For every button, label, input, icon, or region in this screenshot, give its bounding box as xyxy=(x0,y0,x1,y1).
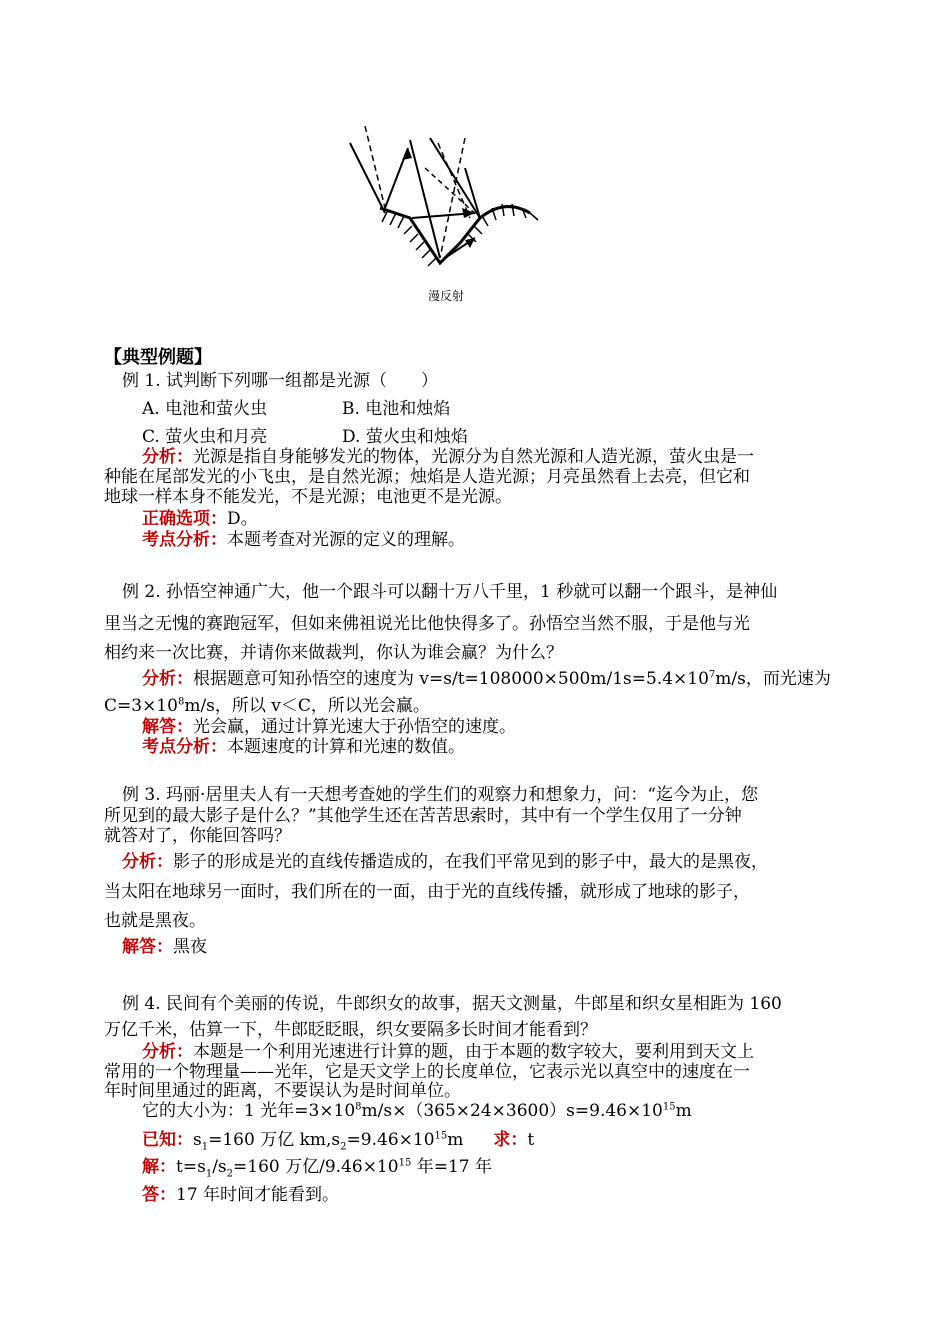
ex2-analysis-text-2a: C=3×10 xyxy=(104,696,178,716)
ex4-known-label: 已知： xyxy=(142,1130,193,1150)
ex3-question-line-1: 例 3. 玛丽·居里夫人有一天想考查她的学生们的观察力和想象力，问：“迄今为止，您 xyxy=(122,785,759,805)
ex2-analysis-exp-1: 7 xyxy=(708,669,716,681)
ex4-known-unit: m xyxy=(447,1130,464,1150)
ex2-analysis-line-1 xyxy=(142,669,831,689)
ex1-option-a: A. 电池和萤火虫 xyxy=(142,399,268,419)
ex4-calc xyxy=(142,1101,692,1121)
ex2-answer xyxy=(142,717,516,737)
ex3-analysis-text-1: 影子的形成是光的直线传播造成的，在我们平常见到的影子中，最大的是黑夜， xyxy=(173,852,768,872)
ex2-answer-text: 光会赢，通过计算光速大于孙悟空的速度。 xyxy=(193,717,516,737)
ex4-known-exp: 15 xyxy=(434,1130,448,1142)
ex4-known xyxy=(142,1130,534,1153)
ex4-solve-post: 年=17 年 xyxy=(411,1157,492,1177)
ex3-analysis-label: 分析： xyxy=(122,852,173,872)
ex4-analysis-line-3: 年时间里通过的距离，不要误认为是时间单位。 xyxy=(104,1081,461,1101)
section-title: 【典型例题】 xyxy=(104,347,212,368)
ex1-answer-text: D。 xyxy=(227,509,258,529)
ex2-analysis-text-1a: 根据题意可知孙悟空的速度为 v=s/t=108000×500m/1s=5.4×10 xyxy=(193,669,709,689)
ex2-point-text: 本题速度的计算和光速的数值。 xyxy=(227,737,465,757)
ex2-answer-label: 解答： xyxy=(142,717,193,737)
ex4-calc-a: 它的大小为：1 光年=3×10 xyxy=(142,1101,356,1121)
ex4-calc-b: m/s×（365×24×3600）s=9.46×10 xyxy=(361,1101,663,1121)
ex4-solve-sub-2: 2 xyxy=(226,1168,234,1180)
ex4-solve-exp: 15 xyxy=(398,1157,412,1169)
ex4-known-s: s xyxy=(193,1130,202,1150)
ex4-analysis-label: 分析： xyxy=(142,1042,193,1062)
ex2-question-line-2: 里当之无愧的赛跑冠军，但如来佛祖说光比他快得多了。孙悟空当然不服，于是他与光 xyxy=(104,614,750,634)
ex1-question: 例 1. 试判断下列哪一组都是光源（ ） xyxy=(122,371,439,391)
ex2-analysis-text-2b: m/s，所以 v＜C，所以光会赢。 xyxy=(184,696,430,716)
ex1-option-d: D. 萤火虫和烛焰 xyxy=(342,427,468,447)
ex4-answer-text: 17 年时间才能看到。 xyxy=(176,1185,340,1205)
ex4-calc-exp-1: 8 xyxy=(355,1101,362,1113)
ex3-analysis-line-3: 也就是黑夜。 xyxy=(104,911,206,931)
ex4-known-sub-2: 2 xyxy=(340,1141,347,1153)
ex1-analysis-line-1 xyxy=(142,447,754,467)
ex4-analysis-line-2: 常用的一个物理量——光年，它是天文学上的长度单位，它表示光以真空中的速度在一 xyxy=(104,1062,750,1082)
ex1-analysis-text-1: 光源是指自身能够发光的物体，光源分为自然光源和人造光源，萤火虫是一 xyxy=(193,447,754,467)
ex4-calc-exp-2: 15 xyxy=(662,1101,676,1113)
ex3-analysis-line-1 xyxy=(122,852,768,872)
ex4-solve-pre: t=s xyxy=(176,1157,206,1177)
ex3-answer-text: 黑夜 xyxy=(173,937,207,957)
ex1-analysis-label: 分析： xyxy=(142,447,193,467)
ex4-known-sub-1: 1 xyxy=(201,1141,209,1153)
ex4-calc-c: m xyxy=(675,1101,692,1121)
ex4-seek-text: t xyxy=(527,1130,535,1150)
ex4-known-val: =9.46×10 xyxy=(346,1130,435,1150)
ex1-analysis-line-3: 地球一样本身不能发光，不是光源；电池更不是光源。 xyxy=(104,487,512,507)
ex2-analysis-label: 分析： xyxy=(142,669,193,689)
diffuse-reflection-diagram-icon xyxy=(340,118,570,278)
ex4-analysis-line-1 xyxy=(142,1042,754,1062)
ex4-answer xyxy=(142,1185,339,1205)
ex2-analysis-exp-2: 8 xyxy=(177,696,185,708)
ex1-answer-label: 正确选项： xyxy=(142,509,227,529)
ex2-analysis-line-2 xyxy=(104,696,430,716)
ex4-solve-label: 解： xyxy=(142,1157,176,1177)
ex1-answer xyxy=(142,509,258,529)
ex2-analysis-text-1b: m/s，而光速为 xyxy=(715,669,831,689)
ex4-solve-val: =160 万亿/9.46×10 xyxy=(233,1157,399,1177)
ex3-answer-label: 解答： xyxy=(122,937,173,957)
ex4-known-mid: =160 万亿 km,s xyxy=(208,1130,341,1150)
ex3-question-line-2: 所见到的最大影子是什么？”其他学生还在苦苦思索时，其中有一个学生仅用了一分钟 xyxy=(104,806,742,826)
ex1-point-text: 本题考查对光源的定义的理解。 xyxy=(227,530,465,550)
ex2-point-label: 考点分析： xyxy=(142,737,227,757)
figure-caption: 漫反射 xyxy=(428,289,465,303)
ex4-solve-mid: /s xyxy=(212,1157,227,1177)
ex1-point xyxy=(142,530,465,550)
ex2-question-line-1: 例 2. 孙悟空神通广大，他一个跟斗可以翻十万八千里，1 秒就可以翻一个跟斗，是神仙 xyxy=(122,582,778,602)
ex4-seek-label: 求： xyxy=(493,1130,528,1150)
ex1-analysis-line-2: 种能在尾部发光的小飞虫，是自然光源；烛焰是人造光源；月亮虽然看上去亮，但它和 xyxy=(104,467,750,487)
ex3-answer xyxy=(122,937,207,957)
ex3-analysis-line-2: 当太阳在地球另一面时，我们所在的一面，由于光的直线传播，就形成了地球的影子， xyxy=(104,882,750,902)
ex3-question-line-3: 就答对了，你能回答吗？ xyxy=(104,826,291,846)
ex4-solve xyxy=(142,1157,492,1180)
ex4-answer-label: 答： xyxy=(142,1185,176,1205)
ex4-question-line-2: 万亿千米，估算一下，牛郎眨眨眼，织女要隔多长时间才能看到？ xyxy=(104,1020,597,1040)
ex4-solve-sub-1: 1 xyxy=(205,1168,213,1180)
ex1-option-b: B. 电池和烛焰 xyxy=(342,399,451,419)
ex1-option-c: C. 萤火虫和月亮 xyxy=(142,427,268,447)
ex4-question-line-1: 例 4. 民间有个美丽的传说，牛郎织女的故事，据天文测量，牛郎星和织女星相距为 160 xyxy=(122,994,782,1014)
ex1-point-label: 考点分析： xyxy=(142,530,227,550)
ex2-question-line-3: 相约来一次比赛，并请你来做裁判，你认为谁会赢？为什么？ xyxy=(104,643,563,663)
ex2-point xyxy=(142,737,465,757)
ex4-analysis-text-1: 本题是一个利用光速进行计算的题，由于本题的数字较大，要利用到天文上 xyxy=(193,1042,754,1062)
